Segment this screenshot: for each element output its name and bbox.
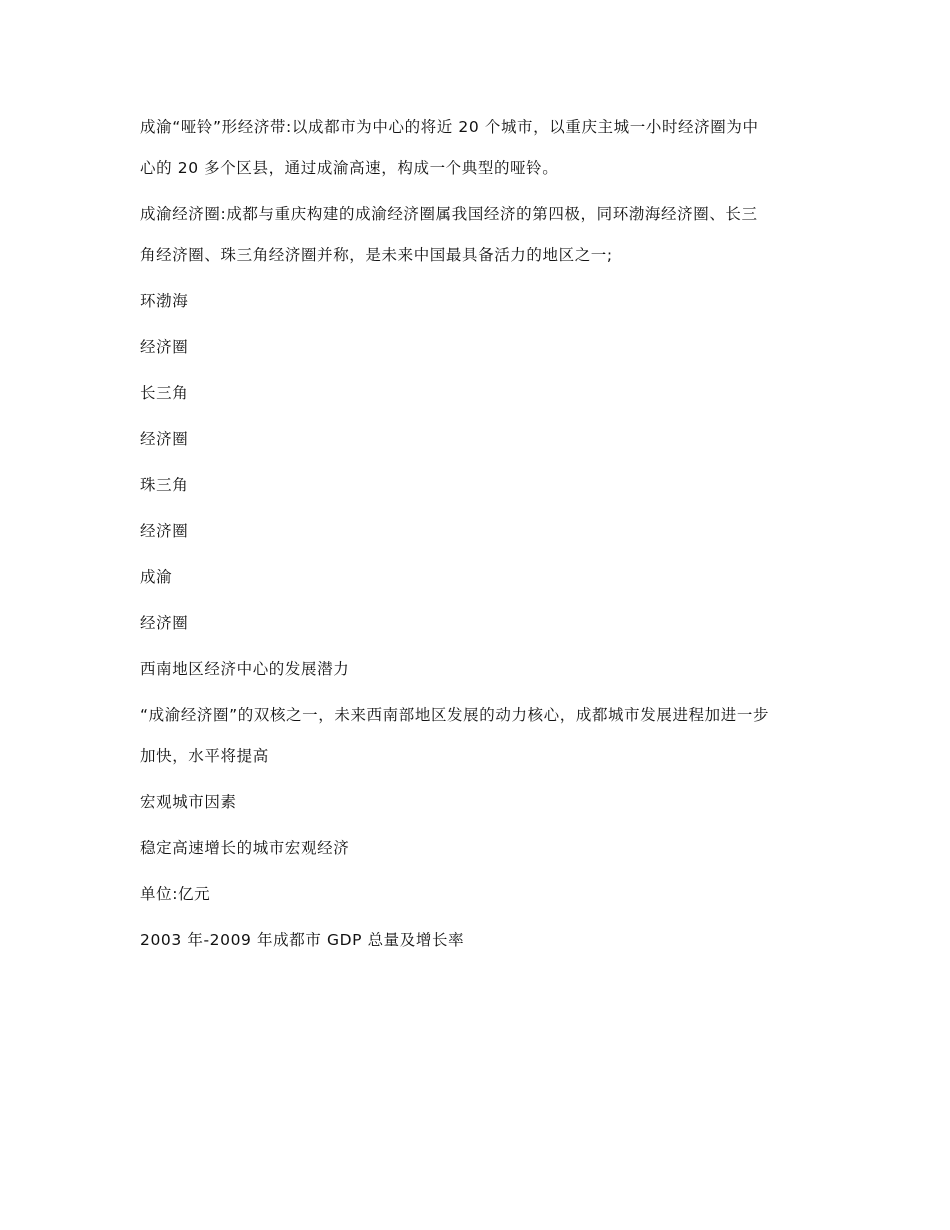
- paragraph-dumbbell-economic-belt-1: 成渝“哑铃”形经济带:以成都市为中心的将近 20 个城市，以重庆主城一小时经济圈为中: [140, 118, 759, 136]
- label-economic-circle: 经济圈: [140, 338, 189, 356]
- paragraph-dual-core-1: “成渝经济圈”的双核之一，未来西南部地区发展的动力核心，成都城市发展进程加进一步: [140, 706, 770, 724]
- heading-macro-city-factors: 宏观城市因素: [140, 793, 237, 811]
- paragraph-dual-core-2: 加快，水平将提高: [140, 747, 269, 765]
- paragraph-chengyu-economic-circle-1: 成渝经济圈:成都与重庆构建的成渝经济圈属我国经济的第四极，同环渤海经济圈、长三: [140, 205, 758, 223]
- label-chengyu: 成渝: [140, 568, 173, 586]
- label-economic-circle: 经济圈: [140, 430, 189, 448]
- label-economic-circle: 经济圈: [140, 522, 189, 540]
- paragraph-dumbbell-economic-belt-2: 心的 20 多个区县，通过成渝高速，构成一个典型的哑铃。: [140, 159, 559, 177]
- label-economic-circle: 经济圈: [140, 614, 189, 632]
- caption-gdp-growth: 2003 年-2009 年成都市 GDP 总量及增长率: [140, 931, 465, 949]
- heading-southwest-potential: 西南地区经济中心的发展潜力: [140, 660, 350, 678]
- heading-stable-growth: 稳定高速增长的城市宏观经济: [140, 839, 350, 857]
- document-body: [140, 116, 808, 975]
- paragraph-chengyu-economic-circle-2: 角经济圈、珠三角经济圈并称，是未来中国最具备活力的地区之一;: [140, 246, 613, 264]
- label-pearl-delta: 珠三角: [140, 476, 189, 494]
- label-bohai: 环渤海: [140, 292, 189, 310]
- unit-label: 单位:亿元: [140, 885, 211, 903]
- label-yangtze-delta: 长三角: [140, 384, 189, 402]
